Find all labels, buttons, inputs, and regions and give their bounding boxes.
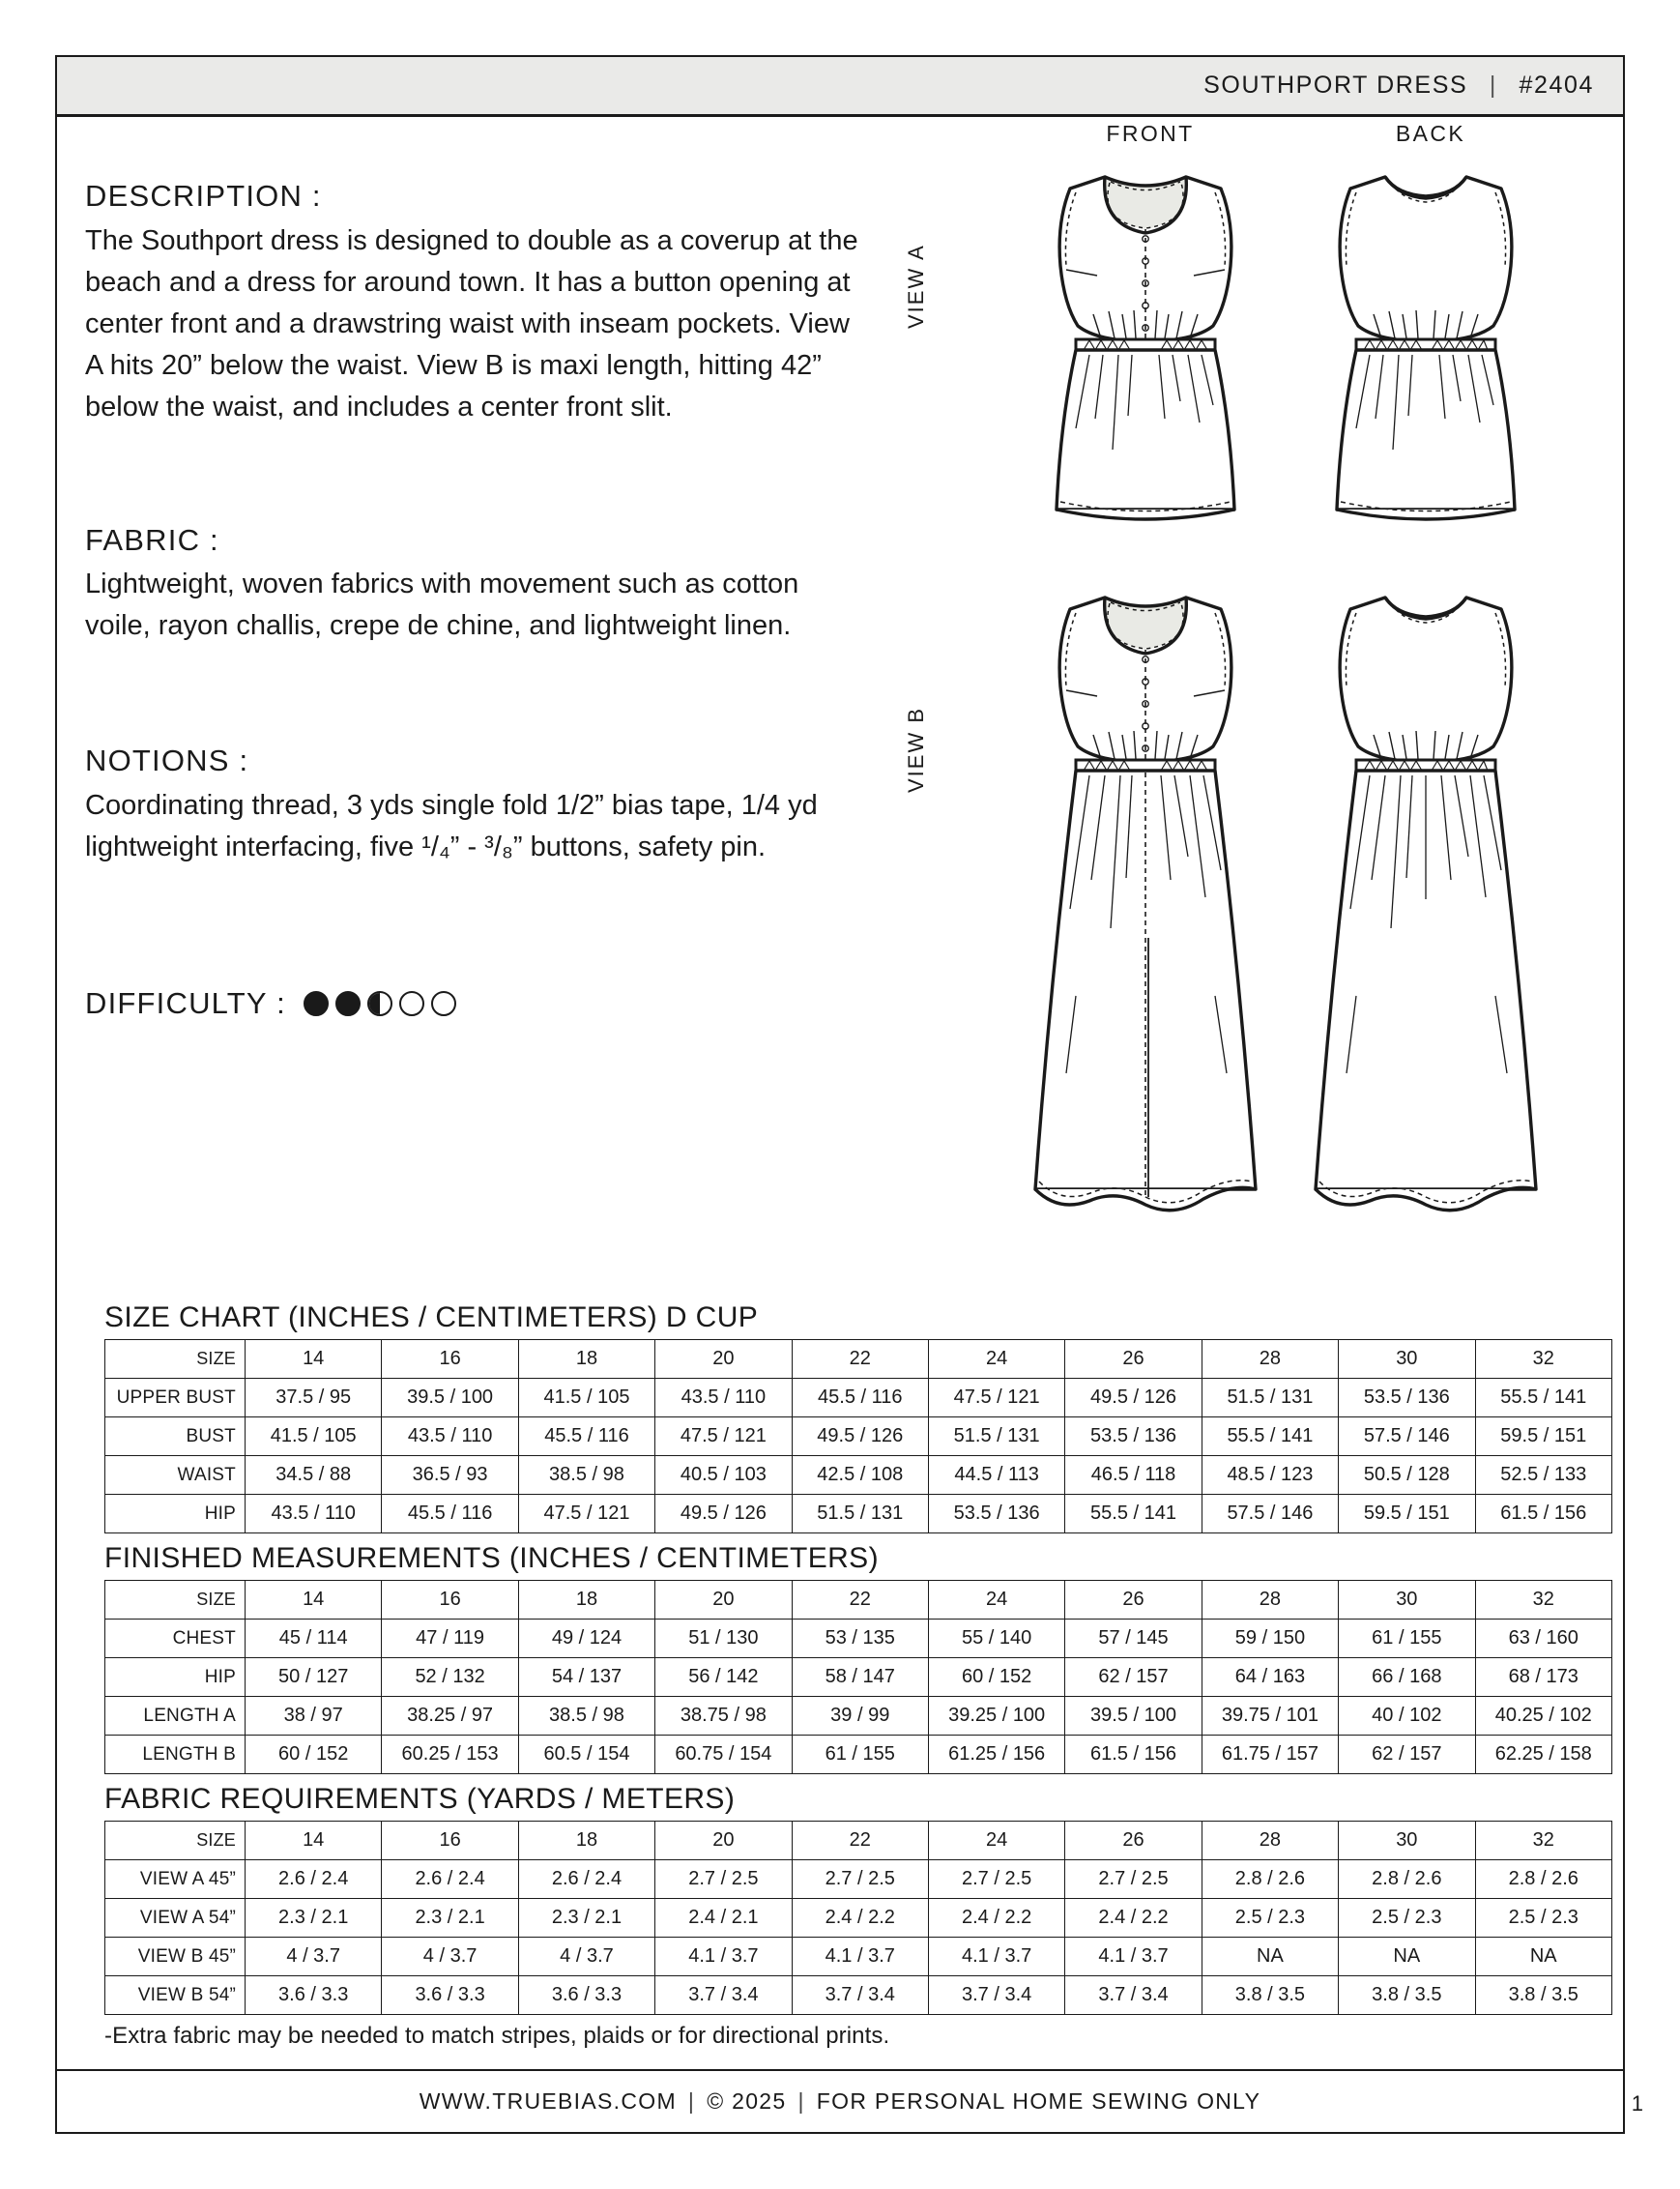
measurement-cell: 38 / 97: [246, 1697, 382, 1736]
measurement-cell: 2.4 / 2.1: [655, 1899, 792, 1938]
size-chart-body: [105, 1340, 1612, 1533]
view-a-back-illustration: [1281, 169, 1571, 575]
measurement-cell: 3.7 / 3.4: [1065, 1976, 1202, 2015]
measurement-cell: 2.3 / 2.1: [246, 1899, 382, 1938]
measurement-cell: 61.25 / 156: [928, 1736, 1064, 1774]
measurement-cell: 53 / 135: [792, 1620, 928, 1658]
size-column-header: 20: [655, 1340, 792, 1379]
measurement-cell: 47.5 / 121: [928, 1379, 1064, 1417]
measurement-cell: 57.5 / 146: [1339, 1417, 1475, 1456]
info-column: [85, 179, 878, 1021]
size-column-header: 24: [928, 1822, 1064, 1860]
row-label-cell: HIP: [105, 1495, 246, 1533]
finished-measurements-body: [105, 1581, 1612, 1774]
fabric-requirements-body: [105, 1822, 1612, 2015]
measurement-cell: 53.5 / 136: [928, 1495, 1064, 1533]
measurement-cell: 62.25 / 158: [1475, 1736, 1611, 1774]
measurement-cell: 57 / 145: [1065, 1620, 1202, 1658]
measurement-cell: 3.7 / 3.4: [928, 1976, 1064, 2015]
measurement-cell: 47 / 119: [382, 1620, 518, 1658]
size-header-cell: SIZE: [105, 1340, 246, 1379]
measurement-cell: 2.4 / 2.2: [792, 1899, 928, 1938]
view-a-front-illustration: [1000, 169, 1290, 575]
measurement-cell: 2.4 / 2.2: [928, 1899, 1064, 1938]
size-column-header: 18: [518, 1822, 654, 1860]
measurement-cell: NA: [1202, 1938, 1338, 1976]
size-column-header: 30: [1339, 1822, 1475, 1860]
size-column-header: 32: [1475, 1340, 1611, 1379]
description-heading: DESCRIPTION :: [85, 179, 322, 213]
table-row: [105, 1976, 1612, 2015]
row-label-cell: HIP: [105, 1658, 246, 1697]
size-column-header: 20: [655, 1822, 792, 1860]
size-column-header: 18: [518, 1581, 654, 1620]
view-b-back-illustration: [1281, 590, 1571, 1267]
measurement-cell: 52.5 / 133: [1475, 1456, 1611, 1495]
row-label-cell: BUST: [105, 1417, 246, 1456]
measurement-cell: 3.6 / 3.3: [382, 1976, 518, 2015]
measurement-cell: 60 / 152: [928, 1658, 1064, 1697]
table-row: [105, 1860, 1612, 1899]
measurement-cell: 51.5 / 131: [1202, 1379, 1338, 1417]
measurement-cell: 4 / 3.7: [518, 1938, 654, 1976]
measurement-cell: 44.5 / 113: [928, 1456, 1064, 1495]
pattern-name: SOUTHPORT DRESS: [1203, 72, 1468, 99]
measurement-cell: 61 / 155: [1339, 1620, 1475, 1658]
description-text: The Southport dress is designed to double as a coverup at the beach and a dress for around town. It has a button opening at center front and a drawstring waist with inseam pockets. View A hits 20” below the waist. View B is maxi length, hitting 42” below the waist, and includes a center front slit.: [85, 224, 858, 423]
measurement-cell: 49.5 / 126: [655, 1495, 792, 1533]
size-column-header: 16: [382, 1581, 518, 1620]
measurement-cell: 38.5 / 98: [518, 1697, 654, 1736]
measurement-cell: 47.5 / 121: [518, 1495, 654, 1533]
view-b-front-illustration: [1000, 590, 1290, 1267]
measurement-cell: 3.7 / 3.4: [655, 1976, 792, 2015]
measurement-cell: 3.7 / 3.4: [792, 1976, 928, 2015]
size-header-cell: SIZE: [105, 1581, 246, 1620]
size-column-header: 26: [1065, 1822, 1202, 1860]
size-column-header: 24: [928, 1340, 1064, 1379]
size-column-header: 26: [1065, 1340, 1202, 1379]
page-number: 1: [1631, 2091, 1643, 2116]
measurement-cell: 3.6 / 3.3: [246, 1976, 382, 2015]
footer-separator: |: [797, 2088, 805, 2114]
measurement-cell: 45.5 / 116: [518, 1417, 654, 1456]
measurement-cell: 4 / 3.7: [246, 1938, 382, 1976]
table-row: [105, 1495, 1612, 1533]
measurement-cell: 60.5 / 154: [518, 1736, 654, 1774]
size-column-header: 24: [928, 1581, 1064, 1620]
measurement-cell: 41.5 / 105: [518, 1379, 654, 1417]
description-section: [85, 179, 878, 428]
row-label-cell: CHEST: [105, 1620, 246, 1658]
measurement-cell: 55.5 / 141: [1065, 1495, 1202, 1533]
measurement-cell: 2.6 / 2.4: [382, 1860, 518, 1899]
measurement-cell: 53.5 / 136: [1339, 1379, 1475, 1417]
row-label-cell: VIEW A 45”: [105, 1860, 246, 1899]
size-column-header: 26: [1065, 1581, 1202, 1620]
size-column-header: 14: [246, 1340, 382, 1379]
table-row: [105, 1736, 1612, 1774]
size-column-header: 16: [382, 1822, 518, 1860]
measurement-cell: 55.5 / 141: [1202, 1417, 1338, 1456]
measurement-cell: 2.3 / 2.1: [518, 1899, 654, 1938]
size-chart-title: SIZE CHART (INCHES / CENTIMETERS) D CUP: [104, 1301, 759, 1333]
measurement-cell: 39.5 / 100: [382, 1379, 518, 1417]
measurement-cell: 4 / 3.7: [382, 1938, 518, 1976]
measurement-cell: 2.6 / 2.4: [518, 1860, 654, 1899]
header-title: [1203, 72, 1623, 100]
measurement-cell: 45 / 114: [246, 1620, 382, 1658]
measurement-cell: 61.75 / 157: [1202, 1736, 1338, 1774]
front-label: FRONT: [1106, 121, 1195, 146]
measurement-cell: NA: [1475, 1938, 1611, 1976]
measurement-cell: 61 / 155: [792, 1736, 928, 1774]
measurement-cell: 64 / 163: [1202, 1658, 1338, 1697]
difficulty-section: [85, 986, 878, 1021]
table-header-row: [105, 1581, 1612, 1620]
measurement-cell: 36.5 / 93: [382, 1456, 518, 1495]
measurement-cell: 55 / 140: [928, 1620, 1064, 1658]
size-chart-table: [104, 1339, 1612, 1533]
measurement-cell: 2.7 / 2.5: [928, 1860, 1064, 1899]
size-column-header: 28: [1202, 1581, 1338, 1620]
size-column-header: 30: [1339, 1340, 1475, 1379]
measurement-cell: 2.6 / 2.4: [246, 1860, 382, 1899]
header-separator: |: [1489, 72, 1497, 99]
row-label-cell: VIEW A 54”: [105, 1899, 246, 1938]
measurement-cell: 40.25 / 102: [1475, 1697, 1611, 1736]
size-column-header: 20: [655, 1581, 792, 1620]
measurement-cell: 2.5 / 2.3: [1339, 1899, 1475, 1938]
measurement-cell: 57.5 / 146: [1202, 1495, 1338, 1533]
measurement-tables: [104, 1300, 1612, 2050]
measurement-cell: 43.5 / 110: [382, 1417, 518, 1456]
fabric-requirements-title: FABRIC REQUIREMENTS (YARDS / METERS): [104, 1783, 736, 1815]
measurement-cell: 34.5 / 88: [246, 1456, 382, 1495]
measurement-cell: 51.5 / 131: [928, 1417, 1064, 1456]
measurement-cell: NA: [1339, 1938, 1475, 1976]
measurement-cell: 56 / 142: [655, 1658, 792, 1697]
difficulty-dot-filled: [335, 991, 361, 1016]
measurement-cell: 61.5 / 156: [1475, 1495, 1611, 1533]
size-column-header: 28: [1202, 1822, 1338, 1860]
measurement-cell: 48.5 / 123: [1202, 1456, 1338, 1495]
measurement-cell: 4.1 / 3.7: [928, 1938, 1064, 1976]
measurement-cell: 4.1 / 3.7: [655, 1938, 792, 1976]
measurement-cell: 63 / 160: [1475, 1620, 1611, 1658]
notions-heading: NOTIONS :: [85, 744, 249, 778]
measurement-cell: 40 / 102: [1339, 1697, 1475, 1736]
measurement-cell: 38.5 / 98: [518, 1456, 654, 1495]
table-header-row: [105, 1340, 1612, 1379]
measurement-cell: 3.6 / 3.3: [518, 1976, 654, 2015]
table-header-row: [105, 1822, 1612, 1860]
measurement-cell: 45.5 / 116: [382, 1495, 518, 1533]
measurement-cell: 42.5 / 108: [792, 1456, 928, 1495]
measurement-cell: 39.75 / 101: [1202, 1697, 1338, 1736]
difficulty-label: DIFFICULTY :: [85, 985, 286, 1020]
table-row: [105, 1697, 1612, 1736]
measurement-cell: 68 / 173: [1475, 1658, 1611, 1697]
table-row: [105, 1379, 1612, 1417]
table-row: [105, 1938, 1612, 1976]
measurement-cell: 4.1 / 3.7: [792, 1938, 928, 1976]
measurement-cell: 46.5 / 118: [1065, 1456, 1202, 1495]
measurement-cell: 54 / 137: [518, 1658, 654, 1697]
page-header: [57, 57, 1623, 117]
measurement-cell: 43.5 / 110: [246, 1495, 382, 1533]
measurement-cell: 2.3 / 2.1: [382, 1899, 518, 1938]
measurement-cell: 2.8 / 2.6: [1202, 1860, 1338, 1899]
view-a-label: VIEW A: [904, 244, 928, 329]
measurement-cell: 60.75 / 154: [655, 1736, 792, 1774]
measurement-cell: 52 / 132: [382, 1658, 518, 1697]
measurement-cell: 62 / 157: [1065, 1658, 1202, 1697]
measurement-cell: 45.5 / 116: [792, 1379, 928, 1417]
measurement-cell: 50.5 / 128: [1339, 1456, 1475, 1495]
technical-illustrations: [899, 121, 1614, 1286]
measurement-cell: 37.5 / 95: [246, 1379, 382, 1417]
table-row: [105, 1417, 1612, 1456]
measurement-cell: 51 / 130: [655, 1620, 792, 1658]
copyright: © 2025: [707, 2088, 787, 2114]
measurement-cell: 38.75 / 98: [655, 1697, 792, 1736]
measurement-cell: 2.7 / 2.5: [792, 1860, 928, 1899]
notions-text: Coordinating thread, 3 yds single fold 1/2” bias tape, 1/4 yd lightweight interfacing, five ¹/₄” - ³/₈” buttons, safety pin.: [85, 789, 818, 862]
size-header-cell: SIZE: [105, 1822, 246, 1860]
size-column-header: 30: [1339, 1581, 1475, 1620]
finished-measurements-table: [104, 1580, 1612, 1774]
row-label-cell: LENGTH B: [105, 1736, 246, 1774]
fabric-heading: FABRIC :: [85, 522, 219, 557]
page-footer: [57, 2088, 1623, 2115]
measurement-cell: 40.5 / 103: [655, 1456, 792, 1495]
measurement-cell: 59 / 150: [1202, 1620, 1338, 1658]
measurement-cell: 66 / 168: [1339, 1658, 1475, 1697]
measurement-cell: 43.5 / 110: [655, 1379, 792, 1417]
size-column-header: 14: [246, 1822, 382, 1860]
size-column-header: 32: [1475, 1581, 1611, 1620]
size-column-header: 22: [792, 1581, 928, 1620]
size-column-header: 16: [382, 1340, 518, 1379]
measurement-cell: 58 / 147: [792, 1658, 928, 1697]
measurement-cell: 41.5 / 105: [246, 1417, 382, 1456]
measurement-cell: 2.4 / 2.2: [1065, 1899, 1202, 1938]
measurement-cell: 2.8 / 2.6: [1475, 1860, 1611, 1899]
footer-separator: |: [687, 2088, 696, 2114]
measurement-cell: 51.5 / 131: [792, 1495, 928, 1533]
size-column-header: 22: [792, 1822, 928, 1860]
fabric-section: [85, 523, 878, 648]
measurement-cell: 49.5 / 126: [792, 1417, 928, 1456]
measurement-cell: 59.5 / 151: [1339, 1495, 1475, 1533]
difficulty-dot-empty: [399, 991, 424, 1016]
row-label-cell: LENGTH A: [105, 1697, 246, 1736]
row-label-cell: WAIST: [105, 1456, 246, 1495]
notions-section: [85, 744, 878, 868]
measurement-cell: 60.25 / 153: [382, 1736, 518, 1774]
measurement-cell: 2.8 / 2.6: [1339, 1860, 1475, 1899]
measurement-cell: 53.5 / 136: [1065, 1417, 1202, 1456]
measurement-cell: 49.5 / 126: [1065, 1379, 1202, 1417]
measurement-cell: 3.8 / 3.5: [1339, 1976, 1475, 2015]
spacer-3: [85, 868, 878, 986]
usage-terms: FOR PERSONAL HOME SEWING ONLY: [816, 2088, 1261, 2114]
measurement-cell: 4.1 / 3.7: [1065, 1938, 1202, 1976]
footer-divider: [57, 2069, 1623, 2071]
finished-measurements-title: FINISHED MEASUREMENTS (INCHES / CENTIMETERS): [104, 1542, 879, 1574]
measurement-cell: 62 / 157: [1339, 1736, 1475, 1774]
view-b-label: VIEW B: [904, 706, 928, 793]
difficulty-dot-filled: [304, 991, 329, 1016]
website-url[interactable]: WWW.TRUEBIAS.COM: [419, 2088, 677, 2114]
spacer-2: [85, 647, 878, 744]
table-row: [105, 1620, 1612, 1658]
measurement-cell: 49 / 124: [518, 1620, 654, 1658]
size-column-header: 14: [246, 1581, 382, 1620]
size-column-header: 32: [1475, 1822, 1611, 1860]
difficulty-dot-empty: [431, 991, 456, 1016]
difficulty-dot-half: [367, 991, 392, 1016]
difficulty-rating: [304, 991, 456, 1016]
measurement-cell: 50 / 127: [246, 1658, 382, 1697]
spacer-1: [85, 428, 878, 523]
measurement-cell: 39 / 99: [792, 1697, 928, 1736]
measurement-cell: 59.5 / 151: [1475, 1417, 1611, 1456]
measurement-cell: 3.8 / 3.5: [1202, 1976, 1338, 2015]
size-column-header: 18: [518, 1340, 654, 1379]
size-column-header: 22: [792, 1340, 928, 1379]
size-column-header: 28: [1202, 1340, 1338, 1379]
measurement-cell: 2.5 / 2.3: [1202, 1899, 1338, 1938]
measurement-cell: 60 / 152: [246, 1736, 382, 1774]
fabric-requirements-table: [104, 1821, 1612, 2015]
row-label-cell: UPPER BUST: [105, 1379, 246, 1417]
measurement-cell: 2.7 / 2.5: [1065, 1860, 1202, 1899]
measurement-cell: 39.25 / 100: [928, 1697, 1064, 1736]
row-label-cell: VIEW B 45”: [105, 1938, 246, 1976]
measurement-cell: 47.5 / 121: [655, 1417, 792, 1456]
measurement-cell: 2.5 / 2.3: [1475, 1899, 1611, 1938]
pattern-number: #2404: [1519, 72, 1594, 99]
row-label-cell: VIEW B 54”: [105, 1976, 246, 2015]
fabric-text: Lightweight, woven fabrics with movement such as cotton voile, rayon challis, crepe de chine, and lightweight linen.: [85, 569, 799, 642]
measurement-cell: 55.5 / 141: [1475, 1379, 1611, 1417]
measurement-cell: 39.5 / 100: [1065, 1697, 1202, 1736]
table-row: [105, 1658, 1612, 1697]
table-row: [105, 1456, 1612, 1495]
fabric-note: -Extra fabric may be needed to match stripes, plaids or for directional prints.: [104, 2023, 890, 2049]
measurement-cell: 3.8 / 3.5: [1475, 1976, 1611, 2015]
table-row: [105, 1899, 1612, 1938]
back-label: BACK: [1395, 121, 1466, 146]
measurement-cell: 61.5 / 156: [1065, 1736, 1202, 1774]
measurement-cell: 2.7 / 2.5: [655, 1860, 792, 1899]
measurement-cell: 38.25 / 97: [382, 1697, 518, 1736]
